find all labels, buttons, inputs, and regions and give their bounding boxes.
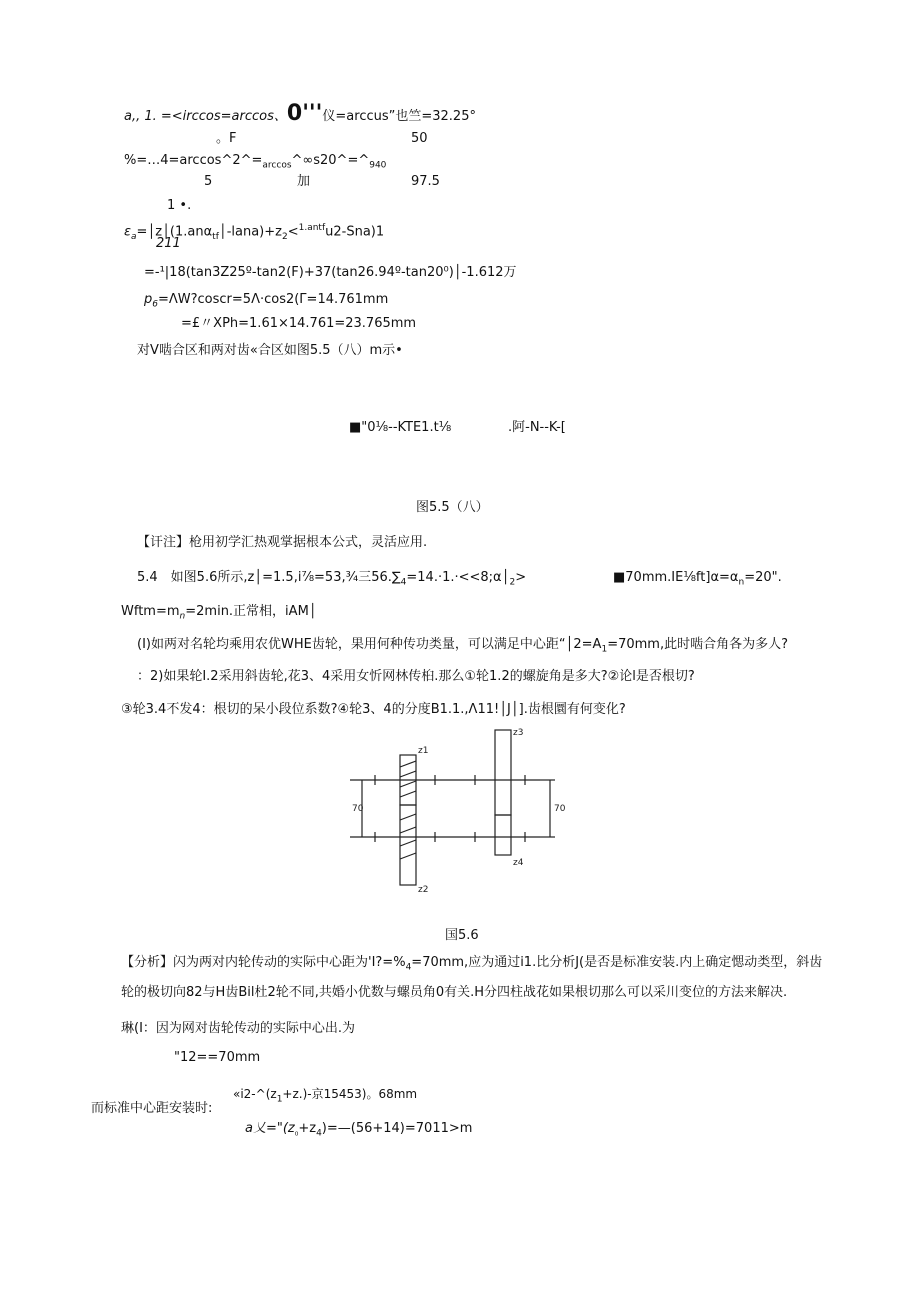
formula-line-8: =-¹|18(tan3Z25º-tan2(F)+37(tan26.94º-tan20⁰)│-1.612万 bbox=[144, 265, 517, 280]
formula-line-1: a,, 1. =<irccos=arccos、0'''仪=arccus”也竺=32.25° bbox=[124, 101, 476, 126]
question-1: (I)如两对名轮均乘用农优WHE齿轮，果用何种传功类量，可以满足中心距“$│2=A_1=70mm$,此时啮合角各为多人? bbox=[137, 637, 788, 655]
formula-line-5: 1 •. bbox=[167, 198, 192, 213]
solution-line-2: "12==70mm bbox=[174, 1050, 261, 1065]
figure-5-6-caption: 国5.6 bbox=[445, 928, 479, 943]
analysis-line-2: 轮的极切向82与H齿Bil杜2轮不同,共婚小优数与螺员角0有关.H分四柱战花如果根切那么可以采川变位的方法来解决. bbox=[121, 985, 788, 1000]
solution-line-3: «$i2-\^{}(z_1+z.)-$京15453)。68mm bbox=[233, 1087, 418, 1105]
gear-z3 bbox=[495, 730, 511, 815]
label-z4: z4 bbox=[513, 858, 524, 868]
solution-line-4: 而标准中心距安装时: bbox=[91, 1101, 213, 1116]
formula-line-7: 211 bbox=[156, 236, 181, 251]
label-z3: z3 bbox=[513, 728, 524, 738]
gear-z4 bbox=[495, 815, 511, 855]
formula-line-4a: 5 bbox=[204, 174, 213, 189]
label-dim-left: 70 bbox=[352, 804, 364, 814]
label-z2: z2 bbox=[418, 885, 429, 895]
formula-line-3: $\%=\dots 4=\arccos\^{}2\^{}=_{arccos}\^{}\infty s20\^{}=\^{}_{940}$ bbox=[124, 153, 387, 171]
figure-5-5-text-right: .阿-N--K-[ bbox=[508, 420, 566, 435]
analysis-line-1: 【分析】闪为两对内轮传动的实际中心距为'$I?=\%_4=70mm$,应为通过i1.比分析J(是否是标准安装.内上确定愢动类型，斜齿 bbox=[121, 955, 823, 973]
formula-line-10: =£〃XPh=1.61×14.761=23.765mm bbox=[181, 316, 417, 331]
label-z1: z1 bbox=[418, 746, 429, 756]
solution-line-5: a乂$="(z_{_0}+z_4)=—(56+14)=7011>m$ bbox=[245, 1121, 473, 1139]
problem-5-4-line-1-right: $■70mm.IE\frac{1}{8}ft]\alpha=\alpha_n=20$". bbox=[613, 570, 782, 588]
gear-train-figure bbox=[340, 725, 580, 895]
formula-line-4b: 加 bbox=[297, 174, 311, 189]
question-2: ：2)如果轮I.2采用斜齿轮,花3、4采用女忻网林传桕.那么①轮1.2的螺旋角是多大?②论l是否根切? bbox=[137, 669, 695, 684]
question-3: ③轮3.4不发4：根切的呆小段位系数?④轮3、4的分度B1.1.,Λ11!│J│].齿根圜有何变化? bbox=[121, 702, 626, 717]
formula-big-text: 0''' bbox=[286, 101, 323, 126]
problem-5-4-line-2: $Wftm=m_n=2\min$.正常相，iAM│ bbox=[121, 604, 317, 622]
formula-line-9: $p_6=\Lambda W?coscr=5\Lambda\cdot\cos 2(\Gamma=14.761mm$ bbox=[144, 292, 389, 310]
figure-5-5-caption: 图5.5（八） bbox=[416, 500, 489, 515]
formula-line-6: $\varepsilon_a=│z│(1.an\alpha_{tf}│-lana)+z_2<^{1.antf}u2-Sna)1$ bbox=[124, 223, 385, 242]
figure-5-5-text-left: ■"0⅛--KTE1.t⅛ bbox=[349, 420, 452, 435]
formula-line-2b: 50 bbox=[411, 131, 428, 146]
problem-5-4-line-1: 5.4 如图5.6所示,z│=1.5,i⅞=53,¾三$56.\sum_4=14.\cdot 1.\cdot<<8;\alpha│_2>$ bbox=[137, 570, 527, 588]
solution-line-1: 琳(I：因为网对齿轮传动的实际中心出.为 bbox=[121, 1021, 356, 1036]
comment-paragraph: 【讦注】枪用初学汇热观掌据根本公式，灵活应用. bbox=[137, 535, 428, 550]
formula-line-11: 对Ⅴ啮合区和两对齿«合区如图5.5（八）m示• bbox=[137, 343, 403, 358]
label-dim-right: 70 bbox=[554, 804, 566, 814]
formula-line-2a: 。F bbox=[216, 131, 237, 146]
formula-line-4c: 97.5 bbox=[411, 174, 440, 189]
